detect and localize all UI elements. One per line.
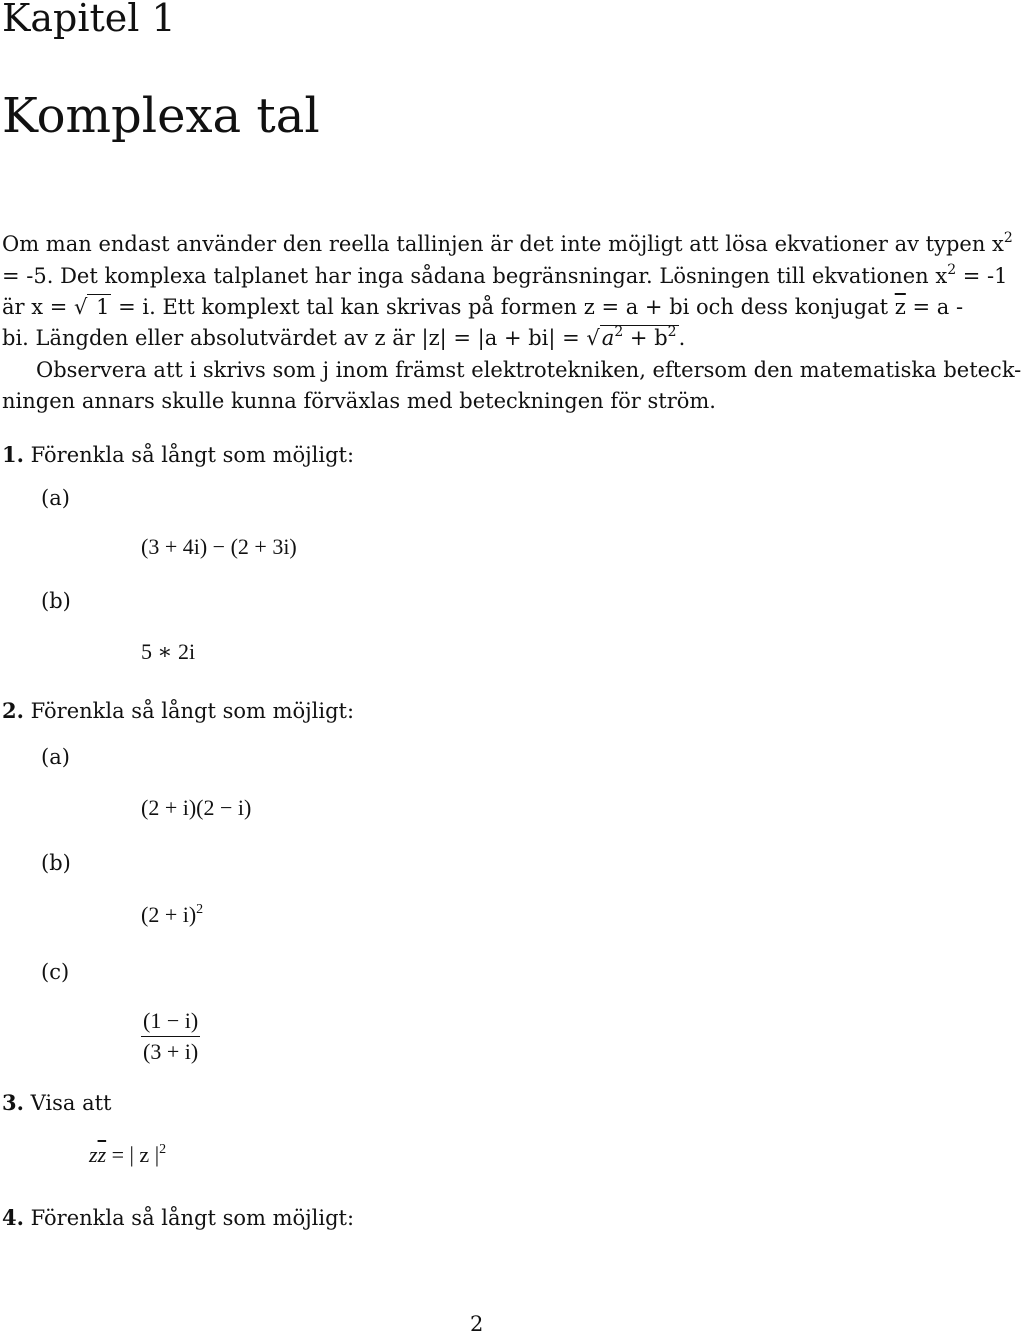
problem-2c-fraction xyxy=(141,1008,200,1065)
sqrt-radicand: 1 xyxy=(89,295,110,319)
conjugate-z: $\overline{z}$ xyxy=(97,1142,107,1167)
sqrt-sign: √ xyxy=(586,326,600,350)
problem-1-heading: 1. Förenkla så långt som möjligt: xyxy=(2,442,355,467)
sqrt-sign: √ xyxy=(74,295,88,319)
problem-2a-expression: (2 + i)(2 − i) xyxy=(141,795,252,820)
problem-2a-label: (a) xyxy=(41,745,70,769)
problem-1b-label: (b) xyxy=(41,589,71,613)
fraction-numerator: (1 − i) xyxy=(141,1008,200,1037)
problem-3-heading: 3. Visa att xyxy=(2,1090,112,1115)
intro-line-1: Om man endast använder den reella tallinjen är det inte möjligt att lösa ekvationer av typen $x^2$ xyxy=(2,230,1013,256)
intro-line-2: = -5. Det komplexa talplanet har inga sådana begränsningar. Lösningen till ekvationen $x^2 = -1$ xyxy=(2,262,1008,288)
chapter-label: Kapitel 1 xyxy=(2,0,176,40)
intro-line-6: ningen annars skulle kunna förväxlas med beteckningen för ström. xyxy=(2,389,716,413)
problem-1a-expression: (3 + 4i) − (2 + 3i) xyxy=(141,534,297,559)
problem-1a-label: (a) xyxy=(41,486,70,510)
sqrt-radicand: $a^2 + b^2$ xyxy=(601,324,677,350)
intro-line-5: Observera att i skrivs som j inom främst elektrotekniken, eftersom den matematiska beteck- xyxy=(36,358,1021,382)
problem-2b-label: (b) xyxy=(41,851,71,875)
problem-2-heading: 2. Förenkla så långt som möjligt: xyxy=(2,698,355,723)
problem-3-identity: $z\overline{z}$ = | z $|^2$ xyxy=(89,1142,167,1167)
intro-line-3: är x = √ 1 = i. Ett komplext tal kan skrivas på formen z = a + bi och dess konjugat $\overline{z} = a$ - xyxy=(2,295,964,319)
problem-1b-expression: 5 ∗ 2i xyxy=(141,639,196,664)
fraction-denominator: (3 + i) xyxy=(143,1039,199,1064)
problem-2c-label: (c) xyxy=(41,960,70,984)
conjugate-z: $\overline{z}$ xyxy=(894,295,906,319)
problem-2b-expression: $(2 + i)^2$ xyxy=(141,902,204,927)
page-number: 2 xyxy=(470,1312,484,1336)
intro-line-4: bi. Längden eller absolutvärdet av z är $|z| = |a + bi| = √a^2 + b^2$. xyxy=(2,324,686,350)
chapter-title: Komplexa tal xyxy=(2,88,320,144)
problem-4-heading: 4. Förenkla så långt som möjligt: xyxy=(2,1205,355,1230)
